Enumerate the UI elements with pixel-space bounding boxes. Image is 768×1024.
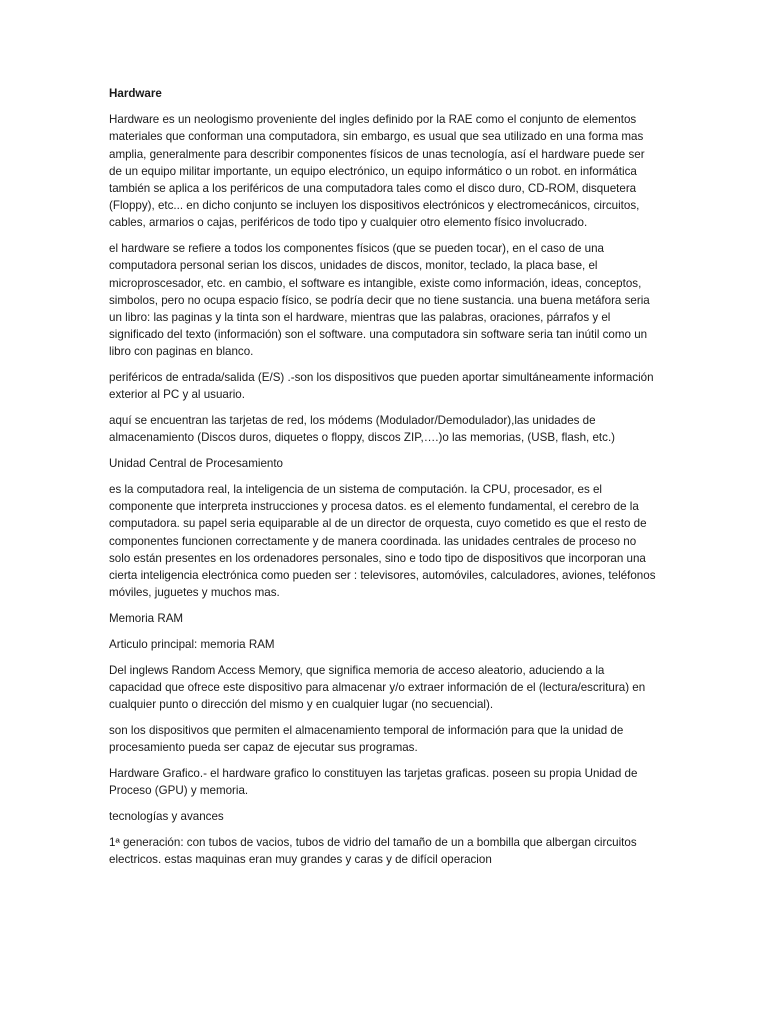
paragraph-io-examples: aquí se encuentran las tarjetas de red, los módems (Modulador/Demodulador),las unidades de almacenamiento (Discos duros, diquetes o floppy, discos ZIP,….)o las memorias, (USB, flash, etc.) [109, 414, 616, 445]
paragraph-hardware-vs-software: el hardware se refiere a todos los componentes físicos (que se pueden tocar), en el caso de una computadora personal serian los discos, unidades de discos, monitor, teclado, la placa base, el microproscesador, etc. en cambio, el software es intangible, existe como información, ideas, conceptos, simbolos, pero no ocupa espacio físico, se podría decir que no tiene sustancia. una buena metáfora seria un libro: las paginas y la tinta son el hardware, mientras que las palabras, oraciones, párrafos y el significado del texto (información) son el software. una computadora sin software seria tan inútil como un libro con paginas en blanco. [109, 242, 650, 359]
paragraph-graphics-hardware: Hardware Grafico.- el hardware grafico lo constituyen las tarjetas graficas. poseen su propia Unidad de Proceso (GPU) y memoria. [109, 766, 638, 798]
paragraph-ram-definition: Del inglews Random Access Memory, que significa memoria de acceso aleatorio, aduciendo a la capacidad que ofrece este dispositivo para almacenar y/o extraer información de el (lectura/escritura) en cualquier punto o dirección del mismo y en cualquier lugar (no secuencial). [109, 663, 646, 712]
paragraph-cpu: es la computadora real, la inteligencia de un sistema de computación. la CPU, procesador, es el componente que interpreta instrucciones y procesa datos. es el elemento fundamental, el cerebro de la computadora. su papel seria equiparable al de un director de orquesta, cuyo cometido es que el resto de componentes funcionen correctamente y de manera coordinada. las unidades centrales de proceso no solo están presentes en los ordenadores personales, sino e todo tipo de dispositivos que incorporan una cierta inteligencia electrónica como pueden ser : televisores, automóviles, calculadores, aviones, teléfonos móviles, juguetes y muchos mas. [109, 483, 656, 600]
section-heading-cpu: Unidad Central de Procesamiento [109, 457, 284, 471]
section-heading-technologies: tecnologías y avances [109, 809, 224, 823]
paragraph-hardware-definition: Hardware es un neologismo proveniente del ingles definido por la RAE como el conjunto de elementos materiales que conforman una computadora, sin embargo, es usual que sea utilizado en una forma mas amplia, generalmente para describir componentes físicos de unas tecnología, así el hardware puede ser de un equipo militar importante, un equipo electrónico, un equipo informático o un robot. en informática también se aplica a los periféricos de una computadora tales como el disco duro, CD-ROM, disquetera (Floppy), etc... en dicho conjunto se incluyen los dispositivos electrónicos y electromecánicos, circuitos, cables, armarios o cajas, periféricos de todo tipo y cualquier otro elemento físico involucrado. [109, 113, 645, 230]
paragraph-ram-storage: son los dispositivos que permiten el almacenamiento temporal de información para que la unidad de procesamiento pueda ser capaz de ejecutar sus programas. [109, 723, 624, 755]
paragraph-io-peripherals: periféricos de entrada/salida (E/S) .-son los dispositivos que pueden aportar simultáneamente información exterior al PC y al usuario. [109, 371, 654, 402]
section-subheading-ram: Articulo principal: memoria RAM [109, 637, 275, 651]
document-title: Hardware [109, 87, 162, 100]
document-page [109, 78, 659, 877]
section-heading-ram: Memoria RAM [109, 612, 184, 626]
paragraph-first-generation: 1ª generación: con tubos de vacios, tubos de vidrio del tamaño de un a bombilla que albergan circuitos electricos. estas maquinas eran muy grandes y caras y de difícil operacion [109, 835, 637, 866]
